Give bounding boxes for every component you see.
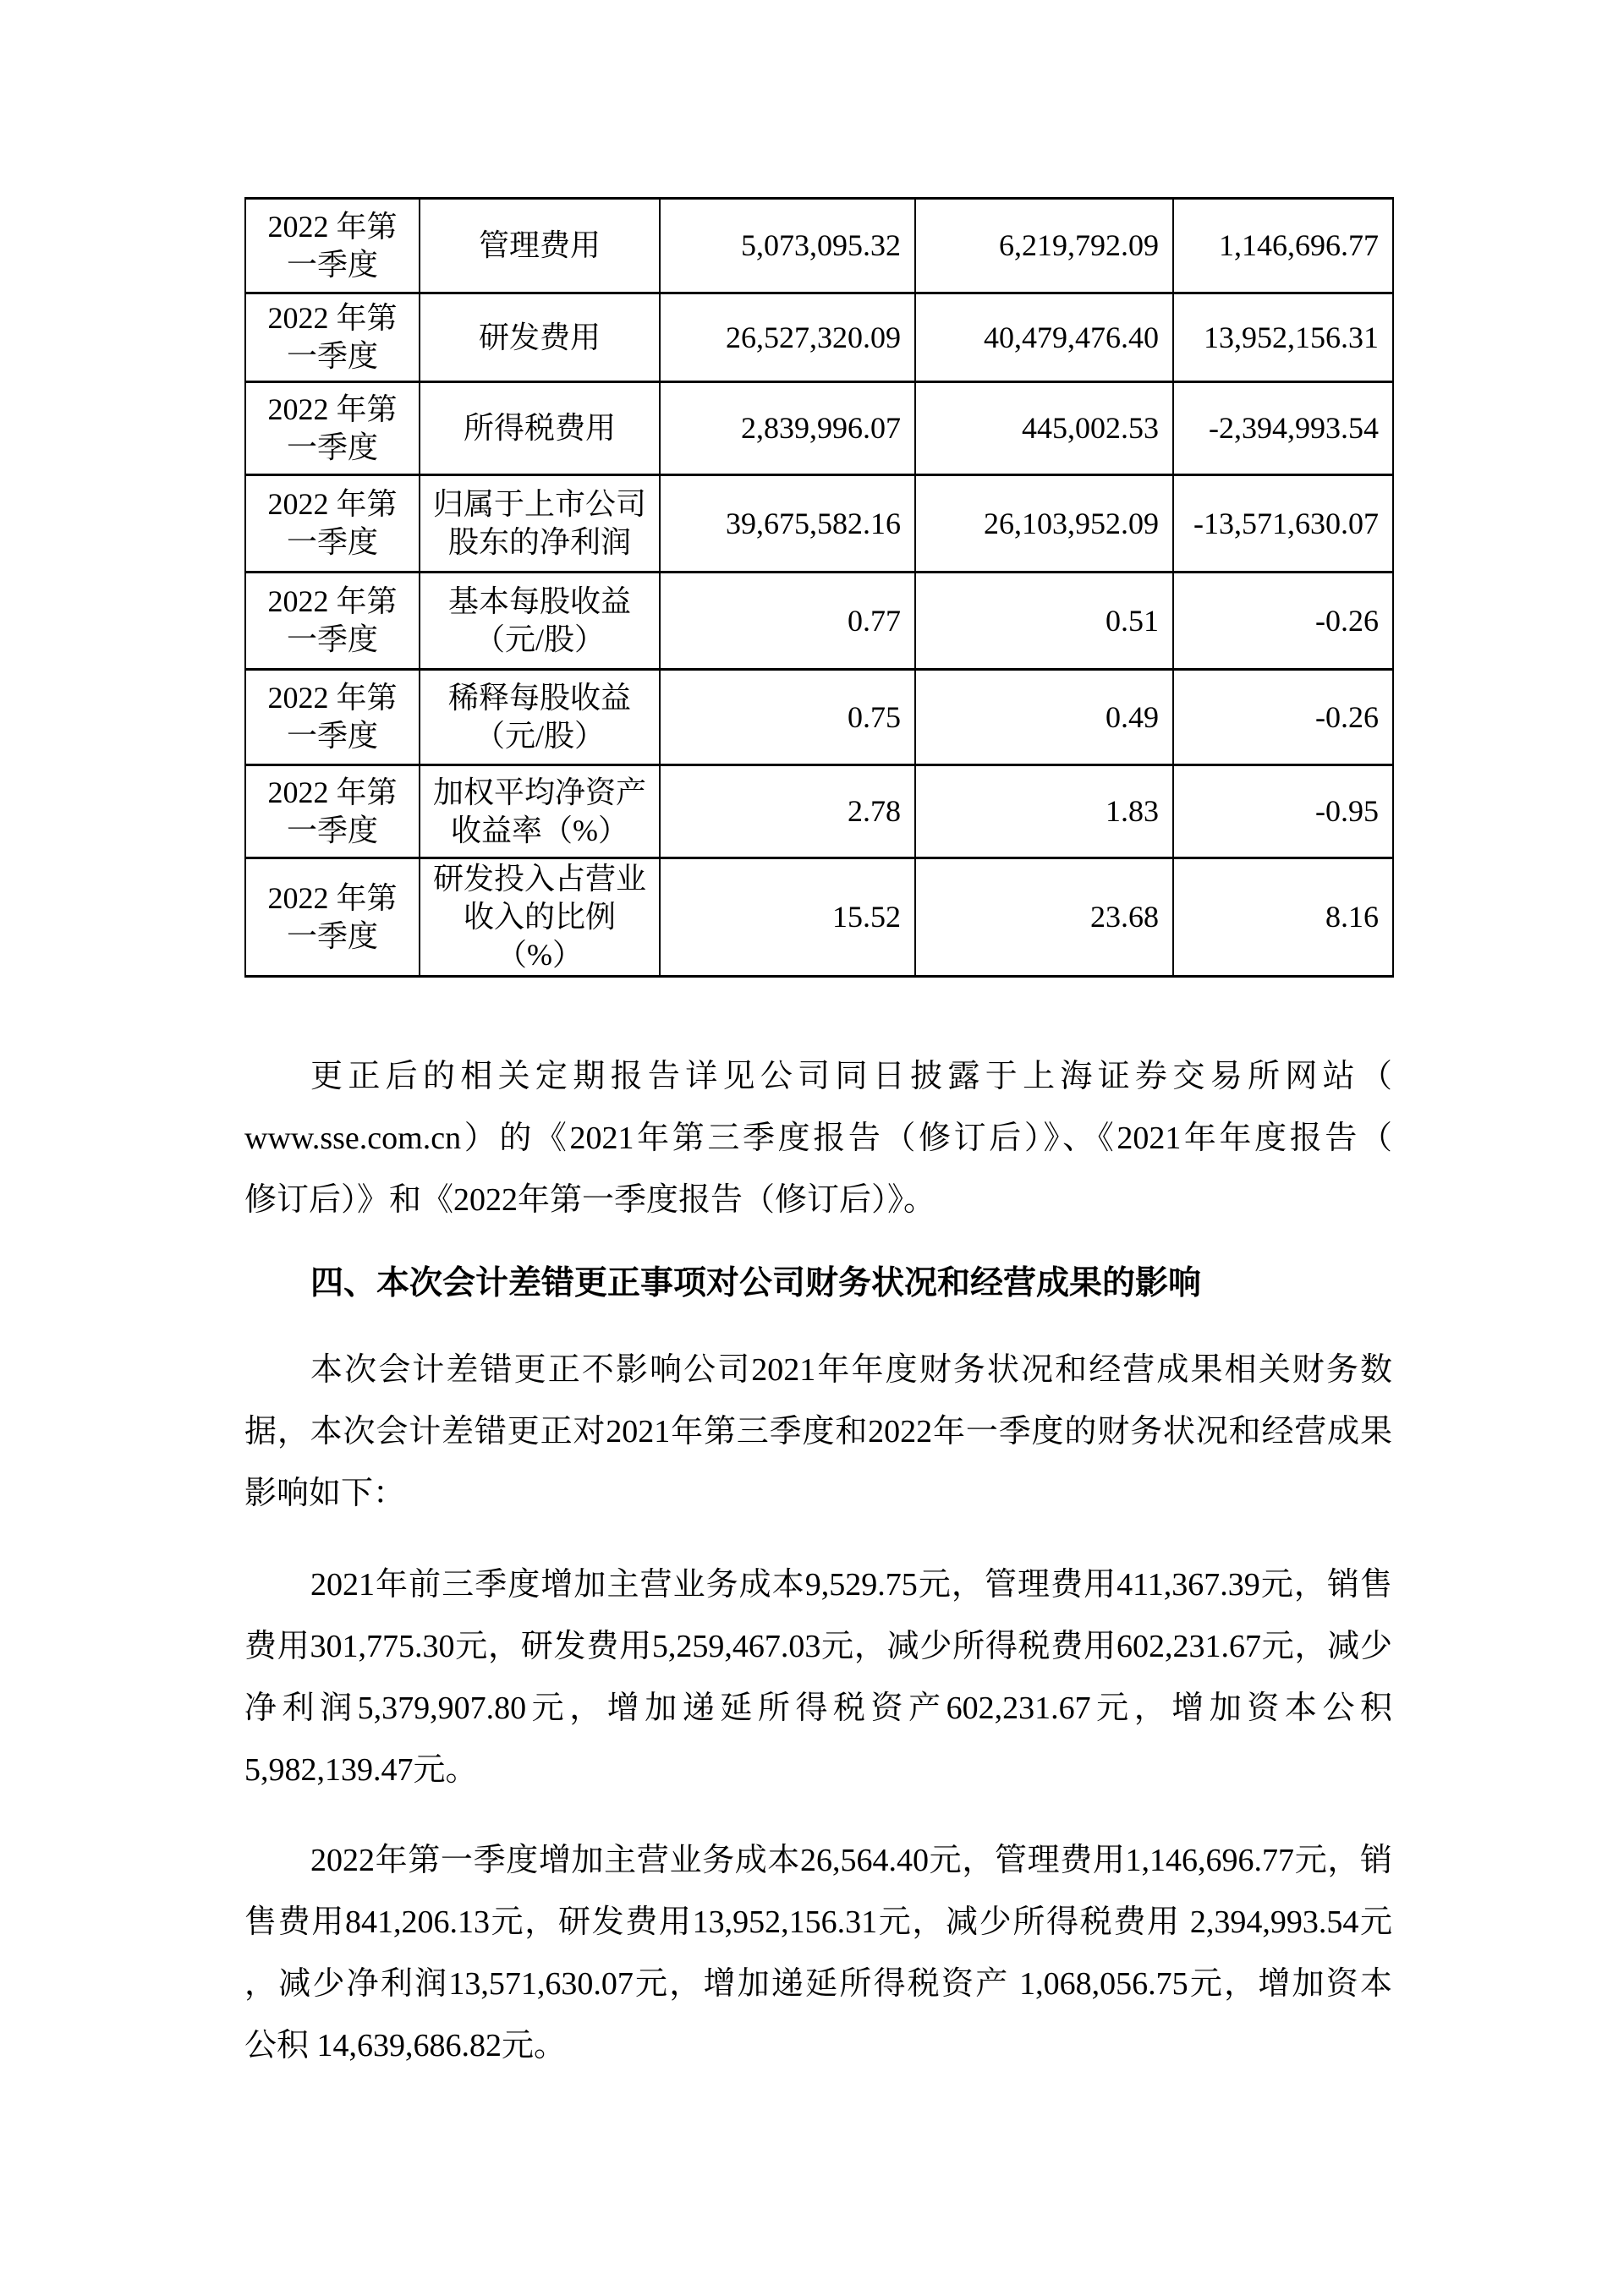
text-line: 据，本次会计差错更正对2021年第三季度和2022年一季度的财务状况和经营成果	[244, 1414, 1392, 1449]
cell-period	[245, 199, 420, 293]
cell-item	[420, 293, 660, 382]
cell-item-line: 股东的净利润	[447, 525, 631, 559]
cell-period-line: 2022 年第	[267, 392, 398, 426]
cell-item	[420, 382, 660, 475]
cell-item-line: 基本每股收益	[447, 584, 631, 618]
text-line: 2022年第一季度增加主营业务成本26,564.40元，管理费用1,146,696.77元，销	[310, 1843, 1392, 1878]
cell-period-line: 一季度	[286, 719, 378, 753]
paragraph-impact-2021-q3	[244, 1554, 1392, 1801]
cell-value: -0.26	[1173, 573, 1393, 670]
text-line: www.sse.com.cn）的《2021年第三季度报告（修订后）》、《2021年年度报告（	[244, 1121, 1392, 1156]
cell-item-line: 稀释每股收益	[447, 681, 631, 715]
paragraph-impact-intro	[244, 1340, 1392, 1525]
cell-value: 0.51	[915, 573, 1173, 670]
document-content	[244, 197, 1392, 2077]
cell-period	[245, 382, 420, 475]
cell-period-line: 一季度	[286, 918, 378, 953]
cell-period-line: 2022 年第	[267, 775, 398, 809]
cell-value: -0.95	[1173, 765, 1393, 858]
cell-value: 2,839,996.07	[660, 382, 915, 475]
cell-item-line: 管理费用	[478, 228, 601, 262]
cell-item-line: （%）	[497, 938, 583, 972]
cell-value: 23.68	[915, 858, 1173, 977]
cell-item	[420, 573, 660, 670]
cell-period-line: 2022 年第	[267, 681, 398, 715]
cell-item-line: 加权平均净资产	[432, 775, 646, 809]
cell-value: 13,952,156.31	[1173, 293, 1393, 382]
table-row	[245, 293, 1393, 382]
table-row	[245, 475, 1393, 573]
cell-item	[420, 670, 660, 765]
cell-value: 26,527,320.09	[660, 293, 915, 382]
cell-value: 2.78	[660, 765, 915, 858]
cell-period-line: 一季度	[286, 339, 378, 373]
cell-item-line: 所得税费用	[463, 411, 616, 445]
cell-item	[420, 858, 660, 977]
text-line: 修订后）》和《2022年第一季度报告（修订后）》。	[244, 1182, 936, 1218]
cell-item-line: 研发投入占营业	[432, 862, 646, 896]
cell-period	[245, 670, 420, 765]
cell-period-line: 2022 年第	[267, 584, 398, 618]
cell-period	[245, 573, 420, 670]
text-line: 费用301,775.30元，研发费用5,259,467.03元，减少所得税费用602,231.67元，减少	[244, 1629, 1392, 1664]
text-line: 本次会计差错更正不影响公司2021年年度财务状况和经营成果相关财务数	[310, 1352, 1392, 1388]
cell-value: 15.52	[660, 858, 915, 977]
cell-period	[245, 293, 420, 382]
cell-value: 0.75	[660, 670, 915, 765]
text-line: 5,982,139.47元。	[244, 1752, 478, 1788]
table-row	[245, 199, 1393, 293]
cell-value: 8.16	[1173, 858, 1393, 977]
cell-period-line: 2022 年第	[267, 487, 398, 521]
cell-value: 0.77	[660, 573, 915, 670]
cell-period-line: 一季度	[286, 622, 378, 656]
cell-period-line: 一季度	[286, 813, 378, 847]
paragraph-impact-2022-q1	[244, 1830, 1392, 2077]
cell-item-line: 归属于上市公司	[432, 487, 646, 521]
table-row	[245, 858, 1393, 977]
cell-value: 1.83	[915, 765, 1173, 858]
cell-period-line: 一季度	[286, 430, 378, 464]
text-line: 影响如下：	[244, 1476, 406, 1511]
cell-value: 26,103,952.09	[915, 475, 1173, 573]
table-row	[245, 765, 1393, 858]
cell-value: -2,394,993.54	[1173, 382, 1393, 475]
cell-value: -0.26	[1173, 670, 1393, 765]
cell-value: 5,073,095.32	[660, 199, 915, 293]
cell-value: 39,675,582.16	[660, 475, 915, 573]
cell-value: 0.49	[915, 670, 1173, 765]
cell-item-line: 研发费用	[478, 320, 601, 354]
cell-item-line: 收益率（%）	[451, 813, 628, 847]
cell-period	[245, 858, 420, 977]
cell-period	[245, 765, 420, 858]
cell-item-line: 收入的比例	[463, 900, 616, 934]
cell-period-line: 一季度	[286, 247, 378, 282]
section-heading-text: 四、本次会计差错更正事项对公司财务状况和经营成果的影响	[310, 1265, 1202, 1301]
cell-item	[420, 765, 660, 858]
cell-item-line: （元/股）	[474, 622, 605, 656]
table-row	[245, 382, 1393, 475]
cell-value: 40,479,476.40	[915, 293, 1173, 382]
cell-period-line: 一季度	[286, 525, 378, 559]
text-line: 售费用841,206.13元，研发费用13,952,156.31元，减少所得税费用 2,394,993.54元	[244, 1904, 1392, 1940]
cell-period	[245, 475, 420, 573]
cell-period-line: 2022 年第	[267, 209, 398, 244]
cell-value: 445,002.53	[915, 382, 1173, 475]
text-line: ，减少净利润13,571,630.07元，增加递延所得税资产 1,068,056.75元，增加资本	[244, 1966, 1392, 2002]
text-line: 净利润5,379,907.80元，增加递延所得税资产602,231.67元，增加资本公积	[244, 1690, 1392, 1726]
cell-item-line: （元/股）	[474, 719, 605, 753]
section-heading	[244, 1252, 1392, 1314]
cell-item	[420, 475, 660, 573]
table-row	[245, 573, 1393, 670]
financial-corrections-table	[244, 197, 1394, 978]
cell-period-line: 2022 年第	[267, 880, 398, 915]
text-line: 2021年前三季度增加主营业务成本9,529.75元，管理费用411,367.39元，销售	[310, 1567, 1392, 1603]
text-line: 更正后的相关定期报告详见公司同日披露于上海证券交易所网站（	[310, 1059, 1392, 1094]
table-row	[245, 670, 1393, 765]
cell-value: 1,146,696.77	[1173, 199, 1393, 293]
cell-value: -13,571,630.07	[1173, 475, 1393, 573]
table-body	[245, 199, 1393, 977]
cell-item	[420, 199, 660, 293]
text-line: 公积 14,639,686.82元。	[244, 2028, 567, 2063]
cell-value: 6,219,792.09	[915, 199, 1173, 293]
cell-period-line: 2022 年第	[267, 301, 398, 335]
paragraph-report-disclosure	[244, 1046, 1392, 1231]
